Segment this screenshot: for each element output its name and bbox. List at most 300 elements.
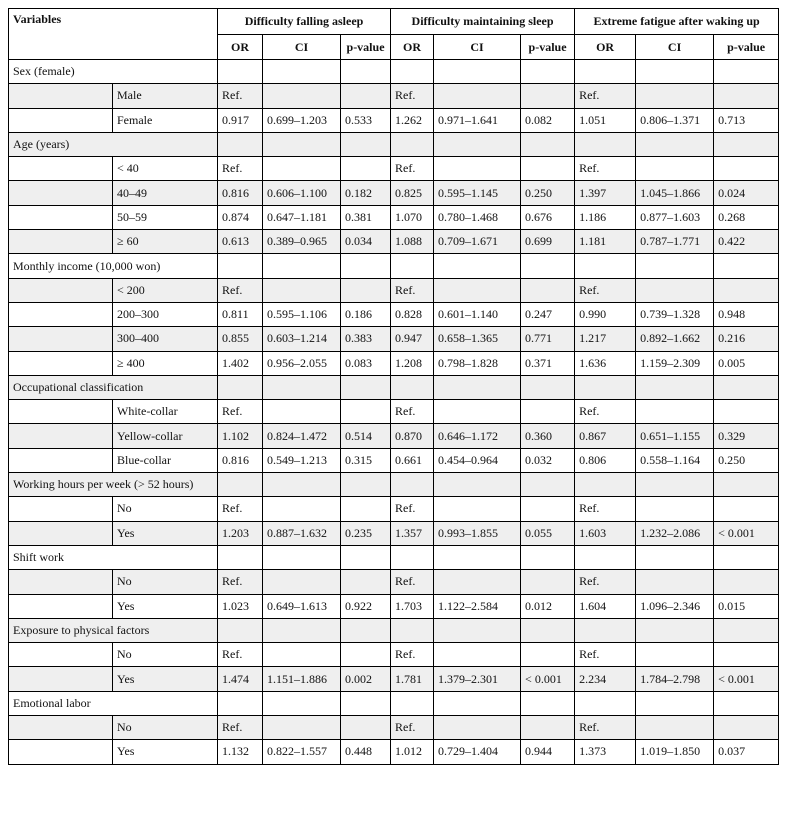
ci-value: 0.647–1.181 bbox=[263, 205, 341, 229]
category-label: Shift work bbox=[9, 545, 218, 569]
or-value: Ref. bbox=[575, 84, 636, 108]
or-value: Ref. bbox=[391, 570, 434, 594]
table-container bbox=[8, 8, 779, 765]
empty-cell bbox=[263, 691, 341, 715]
table-row bbox=[9, 570, 779, 594]
level-label: No bbox=[113, 497, 218, 521]
ci-value: 0.649–1.613 bbox=[263, 594, 341, 618]
subheader-p-value: p-value bbox=[521, 35, 575, 60]
p-value: 0.083 bbox=[341, 351, 391, 375]
p-value bbox=[341, 157, 391, 181]
empty-cell bbox=[575, 375, 636, 399]
or-value: Ref. bbox=[575, 278, 636, 302]
ci-value bbox=[434, 157, 521, 181]
table-row bbox=[9, 84, 779, 108]
or-value: Ref. bbox=[575, 716, 636, 740]
ci-value bbox=[434, 497, 521, 521]
category-row bbox=[9, 254, 779, 278]
empty-cell bbox=[714, 375, 779, 399]
or-value: 0.811 bbox=[218, 302, 263, 326]
ci-value bbox=[263, 497, 341, 521]
subheader-p-value: p-value bbox=[341, 35, 391, 60]
table-row bbox=[9, 716, 779, 740]
indent-cell bbox=[9, 84, 113, 108]
or-value: Ref. bbox=[218, 84, 263, 108]
or-value: 1.023 bbox=[218, 594, 263, 618]
p-value bbox=[714, 400, 779, 424]
level-label: Yes bbox=[113, 594, 218, 618]
category-row bbox=[9, 132, 779, 156]
table-row bbox=[9, 157, 779, 181]
empty-cell bbox=[263, 254, 341, 278]
ci-value bbox=[263, 400, 341, 424]
empty-cell bbox=[714, 545, 779, 569]
empty-cell bbox=[575, 473, 636, 497]
or-value: Ref. bbox=[575, 643, 636, 667]
or-value: 1.474 bbox=[218, 667, 263, 691]
p-value: 0.360 bbox=[521, 424, 575, 448]
p-value: 0.514 bbox=[341, 424, 391, 448]
indent-cell bbox=[9, 740, 113, 764]
table-row bbox=[9, 497, 779, 521]
empty-cell bbox=[521, 545, 575, 569]
or-value: 2.234 bbox=[575, 667, 636, 691]
empty-cell bbox=[341, 473, 391, 497]
p-value: 0.533 bbox=[341, 108, 391, 132]
empty-cell bbox=[218, 473, 263, 497]
p-value: 0.216 bbox=[714, 327, 779, 351]
ci-value: 0.971–1.641 bbox=[434, 108, 521, 132]
empty-cell bbox=[218, 618, 263, 642]
subheader-ci: CI bbox=[434, 35, 521, 60]
ci-value: 0.887–1.632 bbox=[263, 521, 341, 545]
header-row-groups bbox=[9, 9, 779, 35]
ci-value: 0.729–1.404 bbox=[434, 740, 521, 764]
p-value bbox=[714, 84, 779, 108]
category-label: Monthly income (10,000 won) bbox=[9, 254, 218, 278]
table-row bbox=[9, 521, 779, 545]
p-value: 0.186 bbox=[341, 302, 391, 326]
level-label: White-collar bbox=[113, 400, 218, 424]
p-value bbox=[341, 278, 391, 302]
ci-value: 0.646–1.172 bbox=[434, 424, 521, 448]
or-value: Ref. bbox=[391, 643, 434, 667]
category-row bbox=[9, 618, 779, 642]
or-value: Ref. bbox=[391, 716, 434, 740]
or-value: Ref. bbox=[218, 716, 263, 740]
category-label: Sex (female) bbox=[9, 60, 218, 84]
table-row bbox=[9, 205, 779, 229]
empty-cell bbox=[263, 375, 341, 399]
empty-cell bbox=[521, 132, 575, 156]
empty-cell bbox=[391, 691, 434, 715]
p-value: 0.235 bbox=[341, 521, 391, 545]
table-row bbox=[9, 594, 779, 618]
category-row bbox=[9, 691, 779, 715]
ci-value: 1.096–2.346 bbox=[636, 594, 714, 618]
or-value: Ref. bbox=[218, 643, 263, 667]
or-value: 0.661 bbox=[391, 448, 434, 472]
or-value: Ref. bbox=[218, 157, 263, 181]
p-value bbox=[714, 643, 779, 667]
empty-cell bbox=[714, 60, 779, 84]
category-label: Occupational classification bbox=[9, 375, 218, 399]
level-label: Blue-collar bbox=[113, 448, 218, 472]
table-row bbox=[9, 181, 779, 205]
table-row bbox=[9, 424, 779, 448]
empty-cell bbox=[218, 545, 263, 569]
empty-cell bbox=[636, 132, 714, 156]
ci-value: 0.956–2.055 bbox=[263, 351, 341, 375]
ci-value: 0.709–1.671 bbox=[434, 230, 521, 254]
table-row bbox=[9, 351, 779, 375]
empty-cell bbox=[263, 60, 341, 84]
p-value bbox=[714, 278, 779, 302]
indent-cell bbox=[9, 278, 113, 302]
p-value: 0.032 bbox=[521, 448, 575, 472]
p-value: 0.182 bbox=[341, 181, 391, 205]
or-value: 0.613 bbox=[218, 230, 263, 254]
ci-value: 0.824–1.472 bbox=[263, 424, 341, 448]
empty-cell bbox=[341, 545, 391, 569]
or-value: 1.781 bbox=[391, 667, 434, 691]
p-value bbox=[521, 570, 575, 594]
empty-cell bbox=[341, 375, 391, 399]
ci-value bbox=[434, 643, 521, 667]
empty-cell bbox=[218, 254, 263, 278]
or-value: 1.102 bbox=[218, 424, 263, 448]
ci-value: 1.159–2.309 bbox=[636, 351, 714, 375]
empty-cell bbox=[521, 60, 575, 84]
or-value: 1.203 bbox=[218, 521, 263, 545]
table-body bbox=[9, 60, 779, 765]
empty-cell bbox=[434, 473, 521, 497]
or-value: 1.217 bbox=[575, 327, 636, 351]
or-value: 1.402 bbox=[218, 351, 263, 375]
ci-value: 0.787–1.771 bbox=[636, 230, 714, 254]
empty-cell bbox=[263, 473, 341, 497]
indent-cell bbox=[9, 181, 113, 205]
empty-cell bbox=[341, 254, 391, 278]
indent-cell bbox=[9, 716, 113, 740]
p-value: 0.315 bbox=[341, 448, 391, 472]
ci-value bbox=[636, 278, 714, 302]
ci-value: 0.892–1.662 bbox=[636, 327, 714, 351]
table-row bbox=[9, 302, 779, 326]
empty-cell bbox=[391, 545, 434, 569]
category-label: Emotional labor bbox=[9, 691, 218, 715]
or-value: 1.208 bbox=[391, 351, 434, 375]
ci-value bbox=[434, 716, 521, 740]
empty-cell bbox=[218, 691, 263, 715]
p-value bbox=[714, 157, 779, 181]
p-value: 0.448 bbox=[341, 740, 391, 764]
empty-cell bbox=[263, 618, 341, 642]
p-value bbox=[714, 570, 779, 594]
empty-cell bbox=[391, 473, 434, 497]
p-value: 0.055 bbox=[521, 521, 575, 545]
ci-value: 0.595–1.145 bbox=[434, 181, 521, 205]
or-value: Ref. bbox=[391, 157, 434, 181]
or-value: 1.132 bbox=[218, 740, 263, 764]
indent-cell bbox=[9, 497, 113, 521]
empty-cell bbox=[434, 132, 521, 156]
ci-value bbox=[263, 278, 341, 302]
p-value: 0.383 bbox=[341, 327, 391, 351]
subheader-ci: CI bbox=[263, 35, 341, 60]
empty-cell bbox=[636, 545, 714, 569]
ci-value: 0.822–1.557 bbox=[263, 740, 341, 764]
subheader-or: OR bbox=[575, 35, 636, 60]
p-value: 0.247 bbox=[521, 302, 575, 326]
empty-cell bbox=[521, 473, 575, 497]
level-label: No bbox=[113, 643, 218, 667]
odds-ratio-table bbox=[8, 8, 779, 765]
ci-value: 0.454–0.964 bbox=[434, 448, 521, 472]
ci-value bbox=[263, 570, 341, 594]
empty-cell bbox=[434, 545, 521, 569]
ci-value bbox=[263, 716, 341, 740]
level-label: 50–59 bbox=[113, 205, 218, 229]
empty-cell bbox=[714, 132, 779, 156]
empty-cell bbox=[521, 254, 575, 278]
ci-value bbox=[636, 497, 714, 521]
or-value: Ref. bbox=[218, 278, 263, 302]
empty-cell bbox=[434, 618, 521, 642]
ci-value: 0.993–1.855 bbox=[434, 521, 521, 545]
p-value: 0.024 bbox=[714, 181, 779, 205]
ci-value bbox=[434, 278, 521, 302]
or-value: 1.703 bbox=[391, 594, 434, 618]
p-value bbox=[521, 157, 575, 181]
ci-value bbox=[434, 570, 521, 594]
empty-cell bbox=[434, 375, 521, 399]
p-value: 0.012 bbox=[521, 594, 575, 618]
or-value: 1.636 bbox=[575, 351, 636, 375]
p-value bbox=[714, 497, 779, 521]
p-value bbox=[341, 497, 391, 521]
indent-cell bbox=[9, 230, 113, 254]
or-value: Ref. bbox=[218, 400, 263, 424]
table-row bbox=[9, 327, 779, 351]
ci-value: 0.601–1.140 bbox=[434, 302, 521, 326]
empty-cell bbox=[575, 60, 636, 84]
level-label: 200–300 bbox=[113, 302, 218, 326]
or-value: 0.855 bbox=[218, 327, 263, 351]
ci-value: 0.658–1.365 bbox=[434, 327, 521, 351]
ci-value bbox=[263, 84, 341, 108]
subheader-ci: CI bbox=[636, 35, 714, 60]
ci-value: 0.739–1.328 bbox=[636, 302, 714, 326]
p-value bbox=[521, 84, 575, 108]
subheader-or: OR bbox=[218, 35, 263, 60]
level-label: No bbox=[113, 570, 218, 594]
indent-cell bbox=[9, 351, 113, 375]
indent-cell bbox=[9, 570, 113, 594]
or-value: Ref. bbox=[575, 497, 636, 521]
or-value: 0.917 bbox=[218, 108, 263, 132]
or-value: 0.990 bbox=[575, 302, 636, 326]
p-value: 0.268 bbox=[714, 205, 779, 229]
ci-value: 0.389–0.965 bbox=[263, 230, 341, 254]
ci-value bbox=[263, 643, 341, 667]
table-row bbox=[9, 278, 779, 302]
empty-cell bbox=[391, 132, 434, 156]
ci-value: 0.806–1.371 bbox=[636, 108, 714, 132]
empty-cell bbox=[521, 375, 575, 399]
empty-cell bbox=[714, 691, 779, 715]
empty-cell bbox=[218, 132, 263, 156]
p-value bbox=[341, 84, 391, 108]
group-header-extreme-fatigue: Extreme fatigue after waking up bbox=[575, 9, 779, 35]
level-label: < 200 bbox=[113, 278, 218, 302]
p-value: 0.699 bbox=[521, 230, 575, 254]
ci-value bbox=[636, 400, 714, 424]
level-label: 300–400 bbox=[113, 327, 218, 351]
ci-value: 0.595–1.106 bbox=[263, 302, 341, 326]
level-label: ≥ 400 bbox=[113, 351, 218, 375]
empty-cell bbox=[714, 618, 779, 642]
p-value bbox=[521, 716, 575, 740]
category-label: Age (years) bbox=[9, 132, 218, 156]
level-label: Male bbox=[113, 84, 218, 108]
subheader-or: OR bbox=[391, 35, 434, 60]
empty-cell bbox=[714, 254, 779, 278]
ci-value bbox=[636, 716, 714, 740]
p-value: 0.037 bbox=[714, 740, 779, 764]
subheader-p-value: p-value bbox=[714, 35, 779, 60]
p-value: 0.015 bbox=[714, 594, 779, 618]
ci-value: 1.045–1.866 bbox=[636, 181, 714, 205]
p-value: 0.034 bbox=[341, 230, 391, 254]
p-value bbox=[341, 643, 391, 667]
level-label: 40–49 bbox=[113, 181, 218, 205]
p-value: 0.713 bbox=[714, 108, 779, 132]
level-label: Yes bbox=[113, 521, 218, 545]
empty-cell bbox=[636, 691, 714, 715]
empty-cell bbox=[575, 132, 636, 156]
level-label: Yellow-collar bbox=[113, 424, 218, 448]
category-row bbox=[9, 60, 779, 84]
indent-cell bbox=[9, 448, 113, 472]
empty-cell bbox=[636, 473, 714, 497]
ci-value: 0.558–1.164 bbox=[636, 448, 714, 472]
table-row bbox=[9, 667, 779, 691]
empty-cell bbox=[341, 132, 391, 156]
table-row bbox=[9, 400, 779, 424]
ci-value: 1.379–2.301 bbox=[434, 667, 521, 691]
p-value bbox=[714, 716, 779, 740]
table-row bbox=[9, 740, 779, 764]
p-value: 0.771 bbox=[521, 327, 575, 351]
p-value bbox=[341, 716, 391, 740]
or-value: 0.816 bbox=[218, 181, 263, 205]
indent-cell bbox=[9, 205, 113, 229]
ci-value: 1.122–2.584 bbox=[434, 594, 521, 618]
ci-value bbox=[636, 157, 714, 181]
or-value: 1.070 bbox=[391, 205, 434, 229]
level-label: Yes bbox=[113, 667, 218, 691]
ci-value bbox=[636, 570, 714, 594]
p-value bbox=[521, 400, 575, 424]
indent-cell bbox=[9, 521, 113, 545]
or-value: 1.051 bbox=[575, 108, 636, 132]
p-value: 0.250 bbox=[714, 448, 779, 472]
indent-cell bbox=[9, 327, 113, 351]
empty-cell bbox=[575, 618, 636, 642]
p-value: 0.005 bbox=[714, 351, 779, 375]
p-value: < 0.001 bbox=[521, 667, 575, 691]
or-value: 1.373 bbox=[575, 740, 636, 764]
ci-value bbox=[263, 157, 341, 181]
ci-value: 0.651–1.155 bbox=[636, 424, 714, 448]
ci-value: 0.877–1.603 bbox=[636, 205, 714, 229]
indent-cell bbox=[9, 302, 113, 326]
ci-value: 1.019–1.850 bbox=[636, 740, 714, 764]
p-value: 0.381 bbox=[341, 205, 391, 229]
ci-value bbox=[434, 84, 521, 108]
empty-cell bbox=[263, 132, 341, 156]
p-value bbox=[521, 643, 575, 667]
or-value: 1.088 bbox=[391, 230, 434, 254]
ci-value: 1.151–1.886 bbox=[263, 667, 341, 691]
or-value: 1.357 bbox=[391, 521, 434, 545]
p-value: 0.948 bbox=[714, 302, 779, 326]
p-value: 0.676 bbox=[521, 205, 575, 229]
level-label: No bbox=[113, 716, 218, 740]
table-row bbox=[9, 448, 779, 472]
or-value: Ref. bbox=[391, 400, 434, 424]
or-value: 0.816 bbox=[218, 448, 263, 472]
variables-header: Variables bbox=[9, 9, 218, 60]
p-value: 0.922 bbox=[341, 594, 391, 618]
empty-cell bbox=[636, 375, 714, 399]
table-row bbox=[9, 108, 779, 132]
or-value: 0.825 bbox=[391, 181, 434, 205]
or-value: 0.828 bbox=[391, 302, 434, 326]
p-value bbox=[521, 497, 575, 521]
indent-cell bbox=[9, 108, 113, 132]
indent-cell bbox=[9, 157, 113, 181]
indent-cell bbox=[9, 424, 113, 448]
or-value: 1.397 bbox=[575, 181, 636, 205]
empty-cell bbox=[218, 375, 263, 399]
or-value: Ref. bbox=[218, 570, 263, 594]
empty-cell bbox=[341, 60, 391, 84]
ci-value bbox=[636, 84, 714, 108]
indent-cell bbox=[9, 667, 113, 691]
category-row bbox=[9, 375, 779, 399]
category-row bbox=[9, 473, 779, 497]
category-row bbox=[9, 545, 779, 569]
empty-cell bbox=[575, 691, 636, 715]
empty-cell bbox=[391, 254, 434, 278]
p-value: 0.250 bbox=[521, 181, 575, 205]
or-value: Ref. bbox=[575, 400, 636, 424]
level-label: Female bbox=[113, 108, 218, 132]
table-row bbox=[9, 230, 779, 254]
p-value: 0.422 bbox=[714, 230, 779, 254]
empty-cell bbox=[391, 375, 434, 399]
p-value: 0.371 bbox=[521, 351, 575, 375]
ci-value: 1.784–2.798 bbox=[636, 667, 714, 691]
p-value: 0.082 bbox=[521, 108, 575, 132]
or-value: 0.874 bbox=[218, 205, 263, 229]
or-value: 1.262 bbox=[391, 108, 434, 132]
category-label: Exposure to physical factors bbox=[9, 618, 218, 642]
empty-cell bbox=[263, 545, 341, 569]
p-value bbox=[341, 570, 391, 594]
